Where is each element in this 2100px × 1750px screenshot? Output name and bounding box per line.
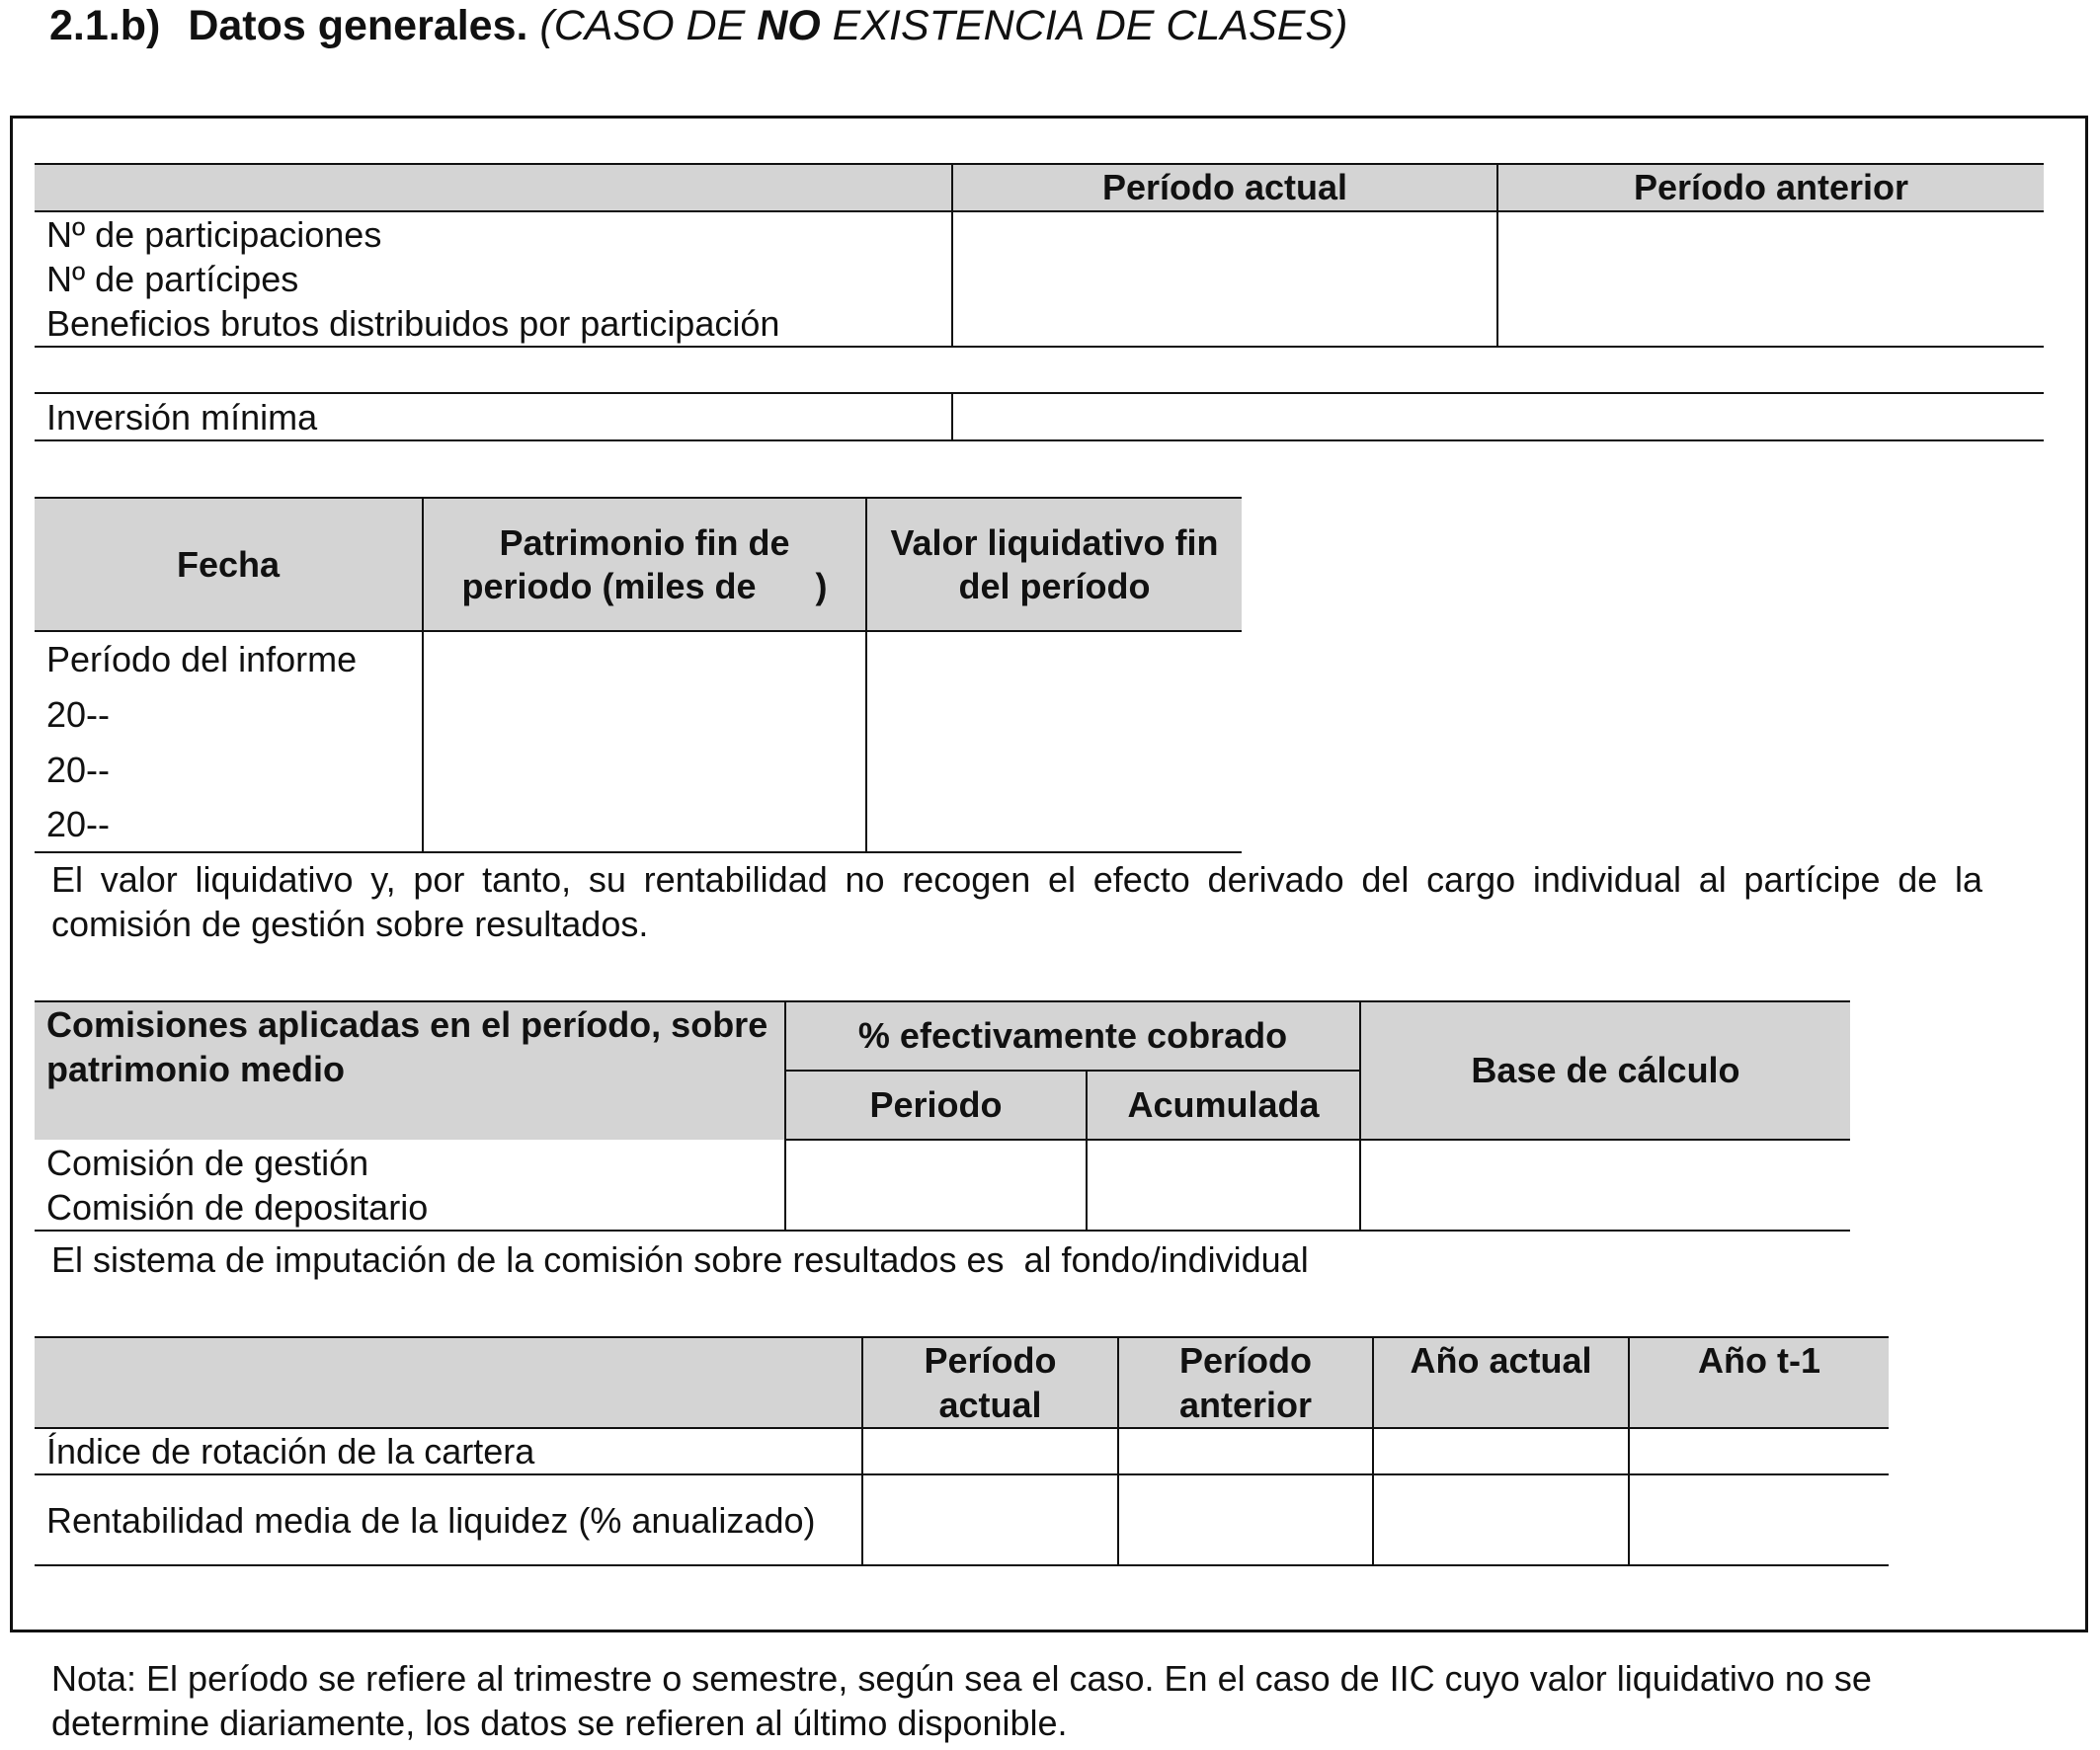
label-year: 20-- [46,693,111,735]
cell-patrimonio[interactable] [423,742,866,797]
header-periodo-anterior: Período anterior [1497,164,2044,211]
header-empty [35,164,952,211]
header-empty [35,1337,862,1428]
fees-labels [35,1140,785,1231]
fees-table [35,1000,1850,1232]
cell-inversion-minima[interactable] [952,393,2044,440]
cell-value[interactable] [1373,1474,1629,1565]
cell-periodo-actual[interactable] [952,211,1497,347]
cell-value[interactable] [1629,1428,1889,1474]
cell-valor[interactable] [866,797,1242,852]
cell-value[interactable] [1373,1428,1629,1474]
fees-note: El sistema de imputación de la comisión sobre resultados es al fondo/individual [51,1239,1309,1280]
general-labels [35,211,952,347]
section-number: 2.1.b) [49,2,161,49]
rotation-table [35,1336,1889,1566]
header-periodo: Periodo [785,1071,1087,1140]
label-periodo-informe: Período del informe [46,639,358,679]
cell-base-calculo[interactable] [1360,1140,1850,1231]
cell-value[interactable] [1118,1474,1373,1565]
header-base-calculo: Base de cálculo [1360,1001,1850,1140]
section-subtitle [539,2,1347,49]
label-rentabilidad-liquidez: Rentabilidad media de la liquidez (% anualizado) [35,1474,862,1565]
label-beneficios: Beneficios brutos distribuidos por participación [46,303,780,344]
label-participes: Nº de partícipes [46,259,299,299]
header-ano-actual: Año actual [1373,1337,1629,1428]
general-data-table [35,163,2044,348]
cell-value[interactable] [862,1428,1118,1474]
label-comision-depositario: Comisión de depositario [46,1186,429,1228]
header-periodo-anterior: Período anterior [1118,1337,1373,1428]
footnote: Nota: El período se refiere al trimestre o semestre, según sea el caso. En el caso de IIC cuyo valor liquidativo no se determine diariamente, los datos se refieren al último disponible. [51,1658,1872,1743]
min-investment-table [35,392,2044,441]
subtitle-open: (CASO DE [539,2,758,49]
label-inversion-minima: Inversión mínima [35,393,952,440]
cell-valor[interactable] [866,742,1242,797]
cell-valor[interactable] [866,686,1242,742]
cell-patrimonio[interactable] [423,686,866,742]
header-patrimonio: Patrimonio fin de periodo (miles de ) [423,498,866,631]
label-year: 20-- [35,797,423,852]
cell-valor[interactable] [866,631,1242,686]
header-comisiones: Comisiones aplicadas en el período, sobre patrimonio medio [35,1001,785,1140]
section-title [49,2,1347,50]
label-indice-rotacion: Índice de rotación de la cartera [35,1428,862,1474]
nav-table [35,497,1242,853]
header-ano-t-1: Año t-1 [1629,1337,1889,1428]
cell-patrimonio[interactable] [423,631,866,686]
cell-periodo-anterior[interactable] [1497,211,2044,347]
label-participaciones: Nº de participaciones [46,214,382,255]
cell-value[interactable] [1629,1474,1889,1565]
header-percent-cobrado: % efectivamente cobrado [785,1001,1360,1071]
label-comision-gestion: Comisión de gestión [46,1142,369,1183]
cell-periodo[interactable] [785,1140,1087,1231]
subtitle-close: EXISTENCIA DE CLASES) [820,2,1348,49]
header-valor-liquidativo: Valor liquidativo fin del período [866,498,1242,631]
header-periodo-actual: Período actual [862,1337,1118,1428]
subtitle-bold: NO [757,2,821,49]
section-heading: Datos generales. [188,2,528,49]
header-acumulada: Acumulada [1087,1071,1360,1140]
label-year: 20-- [46,749,111,790]
cell-value[interactable] [1118,1428,1373,1474]
header-fecha: Fecha [35,498,423,631]
nav-note: El valor liquidativo y, por tanto, su rentabilidad no recogen el efecto derivado del cargo individual al partícipe de la comisión de gestión sobre resultados. [51,859,1982,944]
cell-value[interactable] [862,1474,1118,1565]
cell-patrimonio[interactable] [423,797,866,852]
header-periodo-actual: Período actual [952,164,1497,211]
cell-acumulada[interactable] [1087,1140,1360,1231]
